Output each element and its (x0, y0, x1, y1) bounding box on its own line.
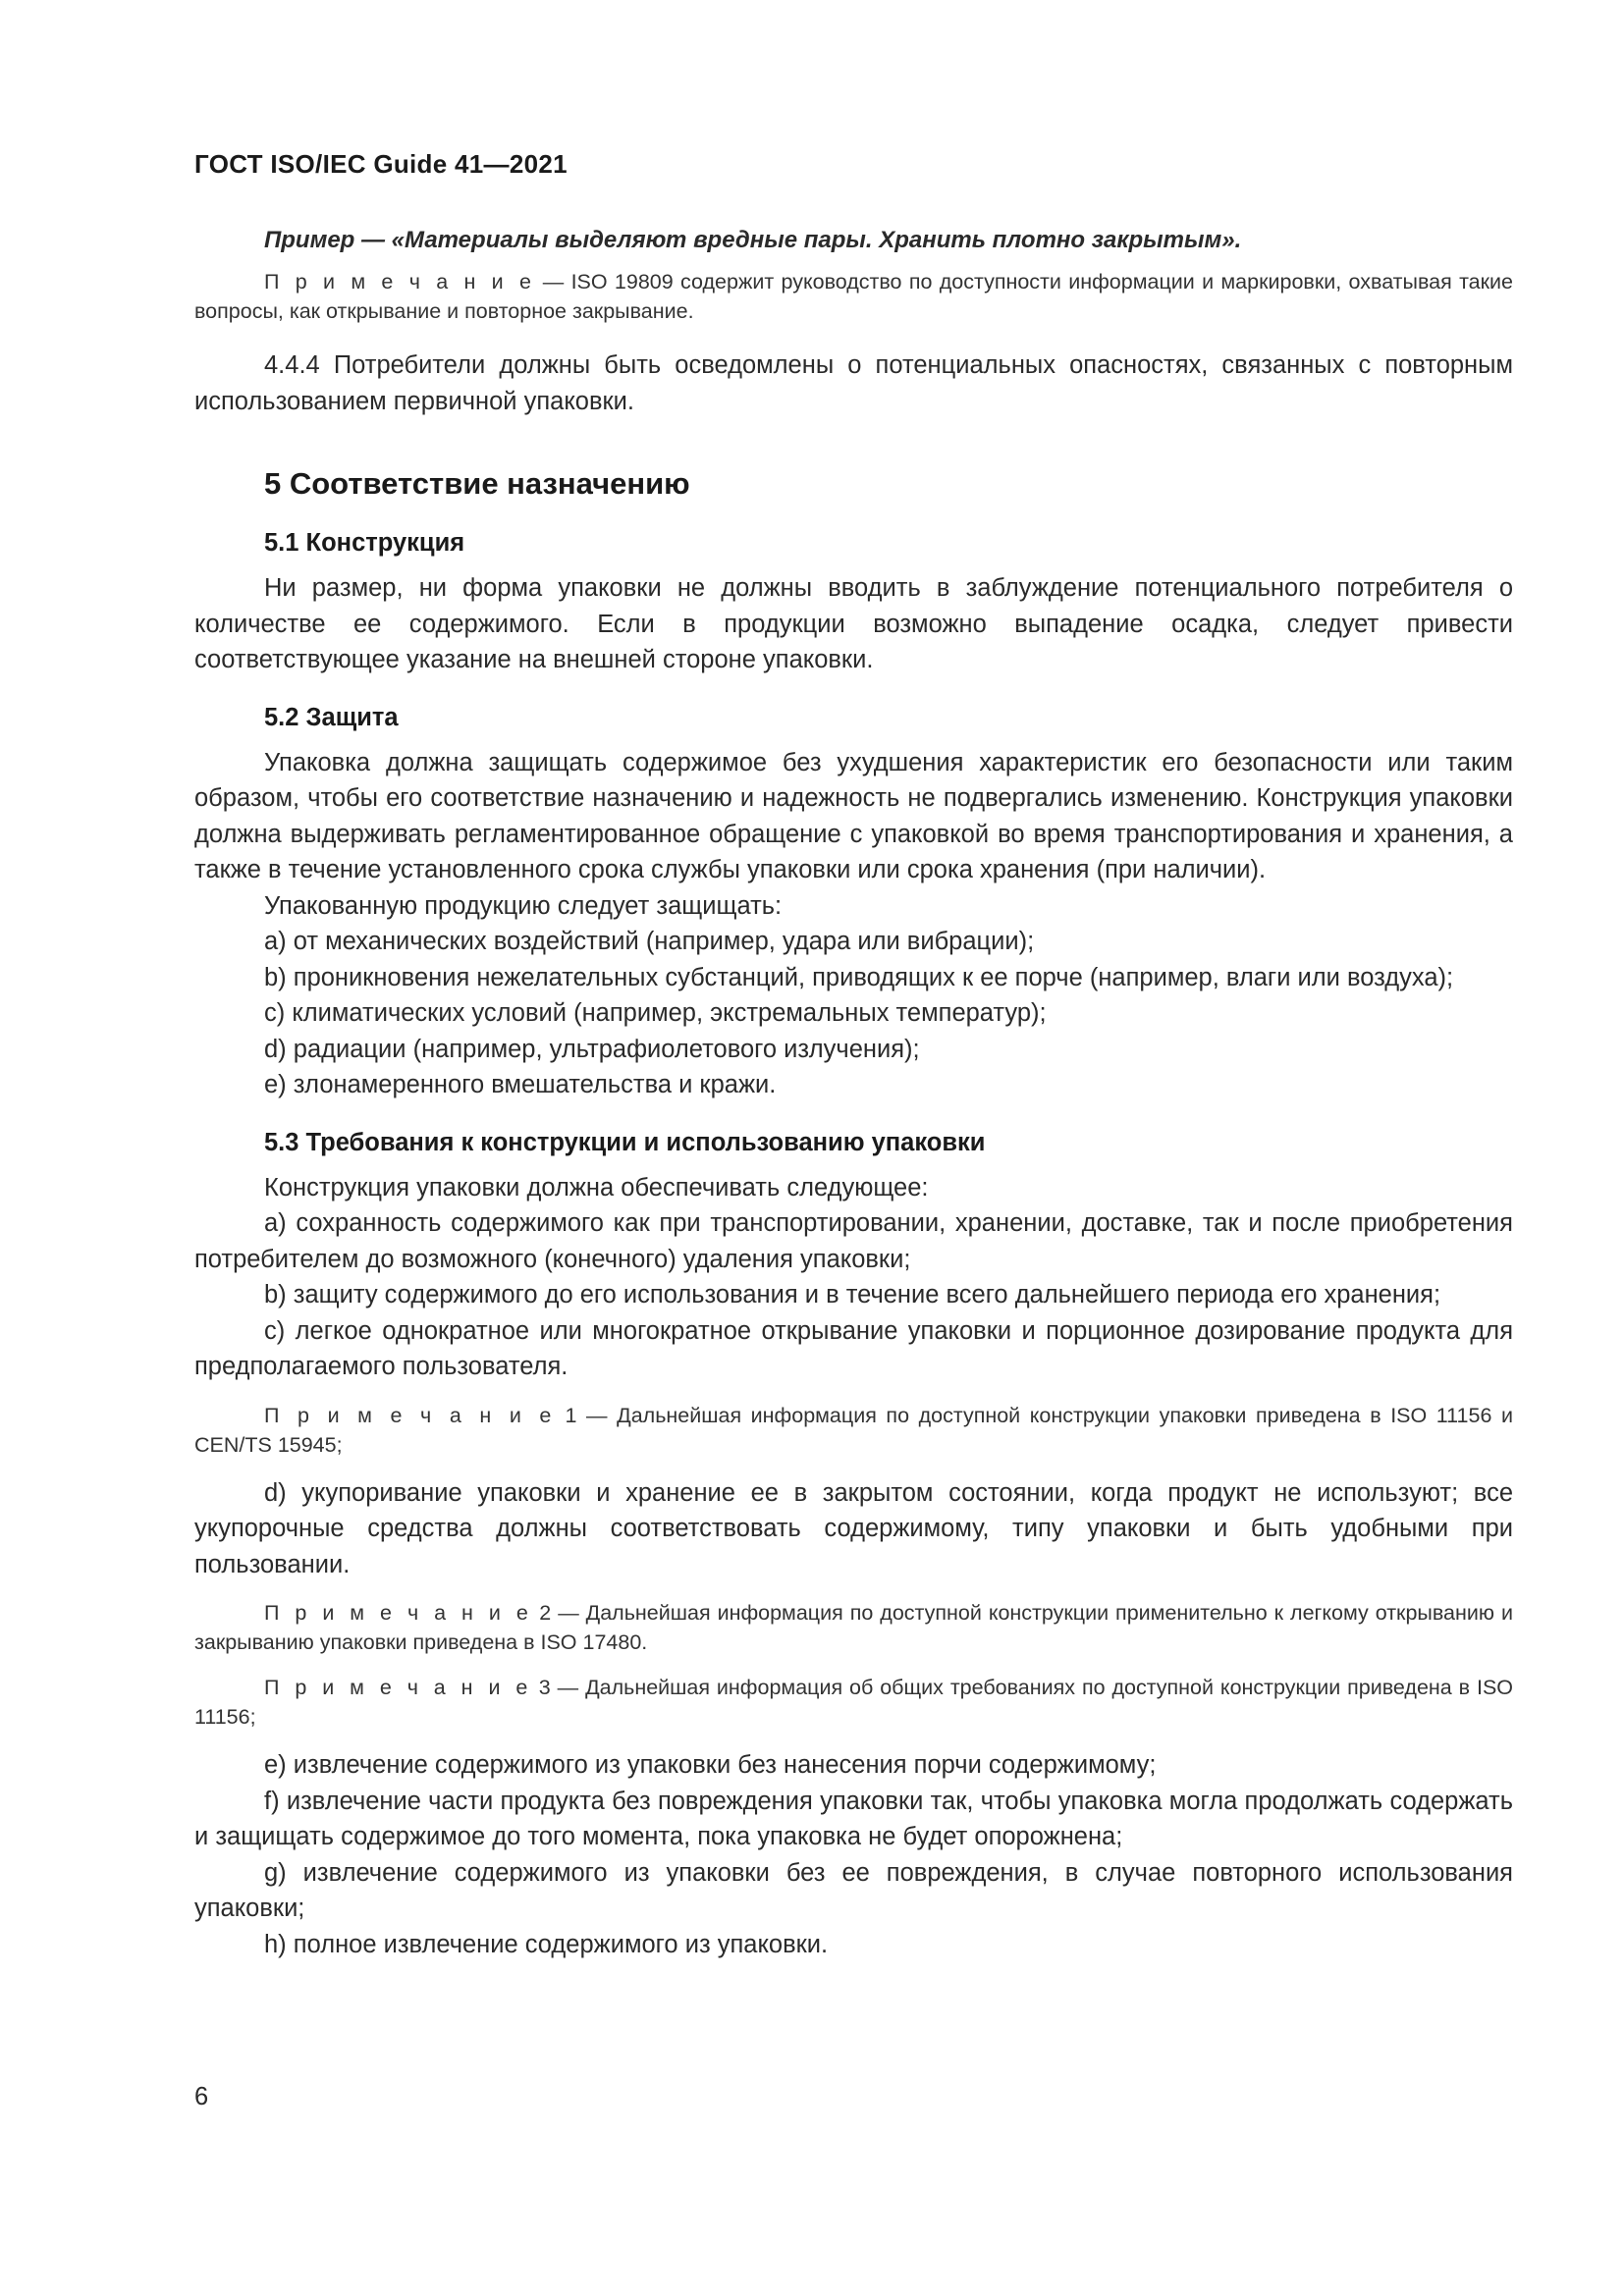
list-item: c) климатических условий (например, экстремальных температур); (264, 999, 1047, 1027)
note-text: — Дальнейшая информация об общих требованиях по доступной конструкции приведена в ISO 11156; (194, 1676, 1514, 1729)
subsection-5-3-heading: 5.3 Требования к конструкции и использованию упаковки (264, 1128, 986, 1156)
note-text: — Дальнейшая информация по доступной конструкции упаковки приведена в ISO 11156 и CEN/TS 15945; (194, 1403, 1513, 1457)
list-item: c) легкое однократное или многократное открывание упаковки и порционное дозирование продукта для предполагаемого пользователя. (194, 1316, 1513, 1380)
paragraph-4-4-4: 4.4.4 Потребители должны быть осведомлены о потенциальных опасностях, связанных с повторным использованием первичной упаковки. (194, 351, 1513, 415)
document-header: ГОСТ ISO/IEC Guide 41—2021 (194, 149, 568, 179)
document-body (194, 224, 1513, 1962)
list-item: a) сохранность содержимого как при транспортировании, хранении, доставке, так и после приобретения потребителем до возможного (конечного) удаления упаковки; (194, 1209, 1513, 1273)
note-label: П р и м е ч а н и е (264, 1601, 533, 1625)
list-item: f) извлечение части продукта без повреждения упаковки так, чтобы упаковка могла продолжать содержать и защищать содержимое до того момента, пока упаковка не будет опорожнена; (194, 1787, 1513, 1850)
page-number: 6 (194, 2083, 209, 2110)
list-item: h) полное извлечение содержимого из упаковки. (264, 1930, 829, 1958)
list-item: a) от механических воздействий (например, удара или вибрации); (264, 928, 1035, 955)
note-number: 3 (538, 1676, 551, 1699)
note-2 (194, 1598, 1513, 1657)
note-intro (194, 267, 1513, 326)
list-item: e) извлечение содержимого из упаковки без нанесения порчи содержимому; (264, 1751, 1157, 1779)
note-number: 2 (539, 1601, 552, 1625)
note-number: 1 (565, 1403, 577, 1427)
list-item: b) защиту содержимого до его использования и в течение всего дальнейшего периода его хранения; (264, 1281, 1441, 1308)
note-label: П р и м е ч а н и е (264, 270, 536, 294)
note-1 (194, 1401, 1513, 1460)
list-item: d) укупоривание упаковки и хранение ее в закрытом состоянии, когда продукт не используют; все укупорочные средства должны соответствовать содержимому, типу упаковки и быть удобными при пользовании. (194, 1478, 1513, 1578)
note-label: П р и м е ч а н и е (264, 1403, 556, 1427)
subsection-5-3-lead: Конструкция упаковки должна обеспечивать следующее: (264, 1173, 929, 1201)
example-text: Пример — «Материалы выделяют вредные пары. Хранить плотно закрытым». (264, 227, 1242, 253)
list-item: b) проникновения нежелательных субстанций, приводящих к ее порче (например, влаги или воздуха); (264, 963, 1454, 991)
list-item: e) злонамеренного вмешательства и кражи. (264, 1071, 777, 1098)
subsection-5-1-text: Ни размер, ни форма упаковки не должны вводить в заблуждение потенциального потребителя о количестве ее содержимого. Если в продукции возможно выпадение осадка, следует привести соответствующее указание на внешней стороне упаковки. (194, 574, 1513, 673)
list-item: g) извлечение содержимого из упаковки без ее повреждения, в случае повторного использования упаковки; (194, 1858, 1513, 1922)
note-text: — Дальнейшая информация по доступной конструкции применительно к легкому открыванию и закрыванию упаковки приведена в ISO 17480. (194, 1601, 1513, 1654)
note-text: — ISO 19809 содержит руководство по доступности информации и маркировки, охватывая такие вопросы, как открывание и повторное закрывание. (194, 270, 1514, 323)
note-label: П р и м е ч а н и е (264, 1676, 532, 1699)
subsection-5-2-heading: 5.2 Защита (264, 703, 399, 731)
subsection-5-2-text: Упаковка должна защищать содержимое без ухудшения характеристик его безопасности или таким образом, чтобы его соответствие назначению и надежность не подвергались изменению. Конструкция упаковки должна выдерживать регламентированное обращение с упаковкой во время транспортирования и хранения, а также в течение установленного срока службы упаковки или срока хранения (при наличии). (194, 748, 1513, 883)
subsection-5-2-lead: Упакованную продукцию следует защищать: (264, 891, 783, 920)
note-3 (194, 1673, 1513, 1732)
list-item: d) радиации (например, ультрафиолетового излучения); (264, 1035, 920, 1063)
section-5-title: 5 Соответствие назначению (264, 466, 690, 501)
subsection-5-1-heading: 5.1 Конструкция (264, 529, 465, 557)
